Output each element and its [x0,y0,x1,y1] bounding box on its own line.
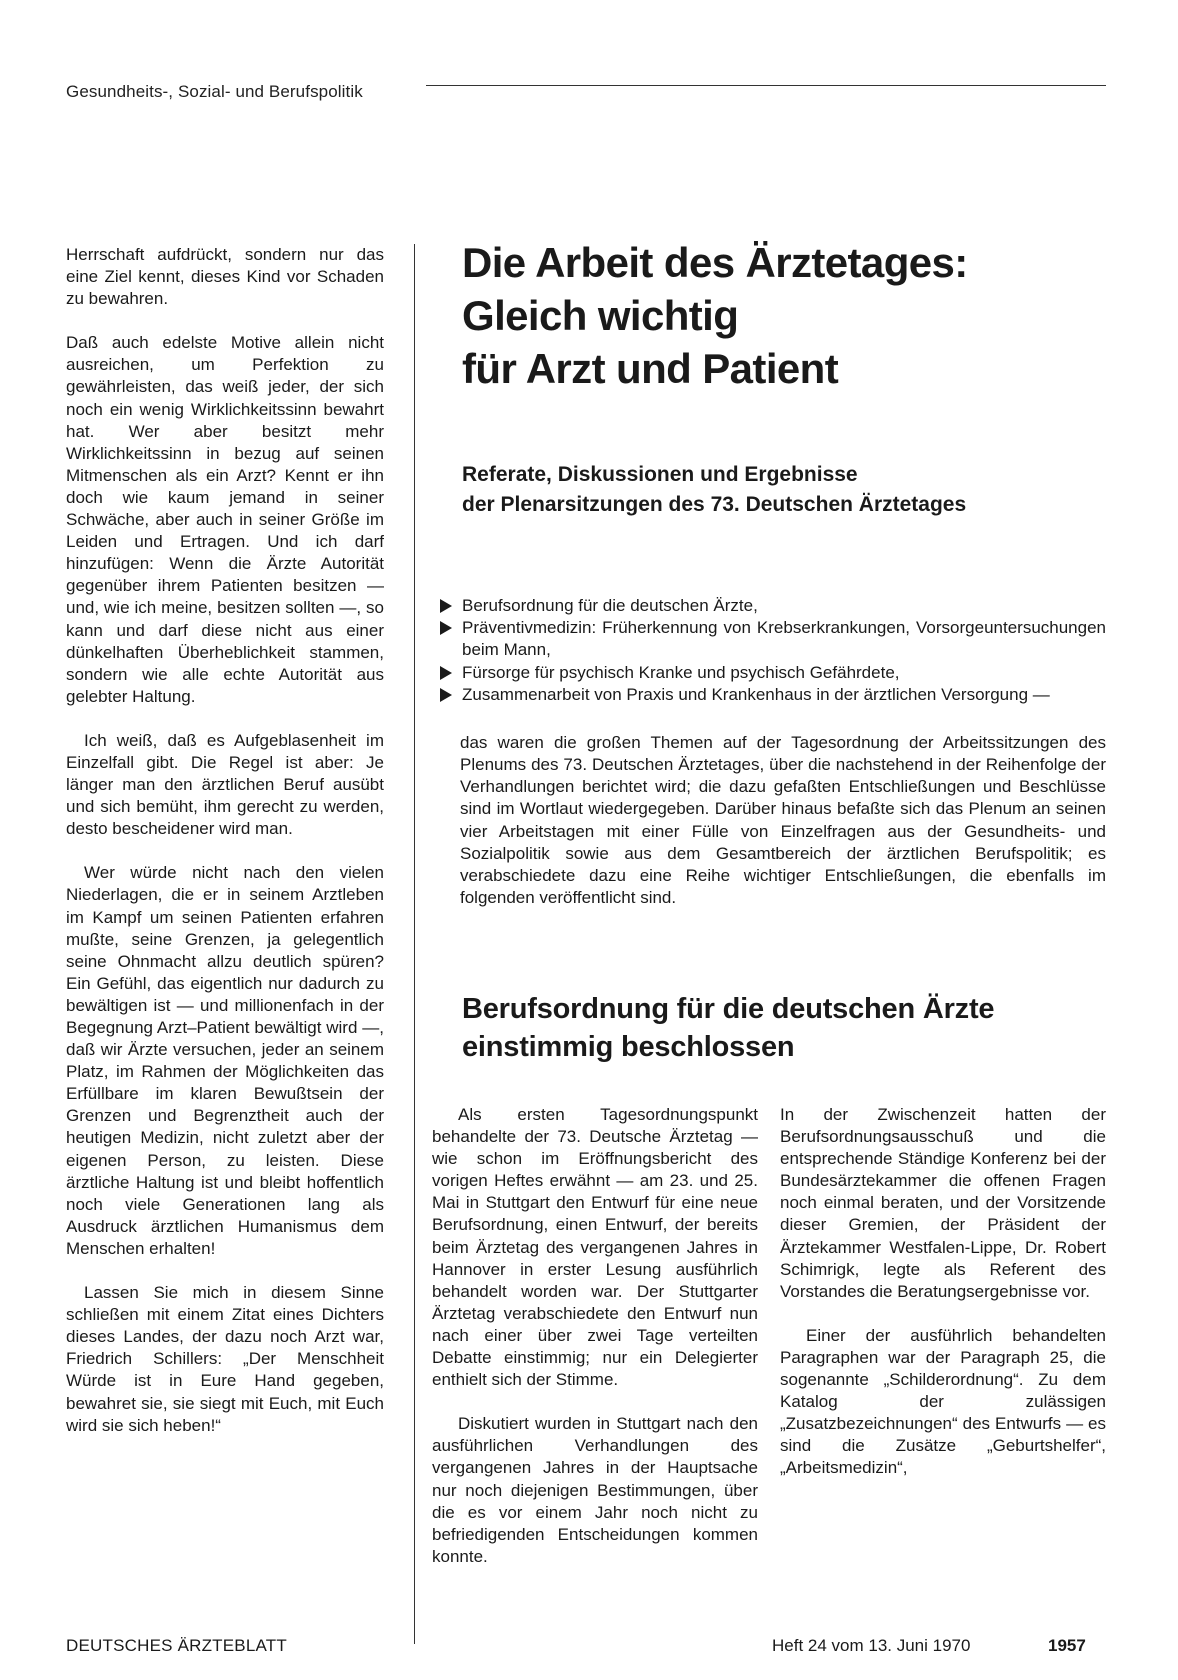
body-paragraph: Einer der ausführlich behandelten Paragraphen war der Paragraph 25, die sogenannte „Schilderordnung“. Zu dem Katalog der zulässigen „Zusatzbezeichnungen“ des Entwurfs — es sind die Zusätze „Geburtshelfer“, „Arbeitsmedizin“, [780,1325,1106,1478]
topic-item [438,617,1106,661]
body-column-middle [432,1104,758,1590]
footer-issue: Heft 24 vom 13. Juni 1970 [772,1636,971,1655]
left-paragraph: Herrschaft aufdrückt, sondern nur das eine Ziel kennt, dieses Kind vor Schaden zu bewahren. [66,245,384,309]
topic-text: Fürsorge für psychisch Kranke und psychisch Gefährdete, [462,662,900,682]
column-rule [414,244,415,1644]
intro-paragraph: das waren die großen Themen auf der Tagesordnung der Arbeitssitzungen des Plenums des 73. Deutschen Ärztetages, über die nachstehend in der Reihenfolge der Verhandlungen berichtet wird; die dazu gefaßten Entschließungen und Beschlüsse sind im Wortlaut wiedergegeben. Darüber hinaus befaßte sich das Plenum an seinen vier Arbeitstagen mit einer Fülle von Einzelfragen aus der Gesundheits- und Sozialpolitik sowie aus dem Gesamtbereich der ärztlichen Berufspolitik; es verabschiedete dazu eine Reihe wichtiger Entschließungen, die ebenfalls im folgenden veröffentlicht sind. [460,733,1106,908]
body-column-right [780,1104,1106,1502]
page-number: 1957 [1048,1636,1086,1655]
article-title-line: Gleich wichtig [462,292,739,339]
triangle-bullet-icon [440,688,452,702]
topic-item [438,684,1106,706]
left-paragraph: Wer würde nicht nach den vielen Niederlagen, die er in seinem Arztleben im Kampf um seinen Patienten erfahren mußte, seine Grenzen, ja gelegentlich seine Ohnmacht allzu deutlich spüren? Ein Gefühl, das eigentlich nur dadurch zu bewältigen ist — und millionenfach in der Begegnung Arzt–Patient bewältigt wird —, daß wir Ärzte versuchen, jeder an seinem Platz, im Rahmen der Möglichkeiten das Erfüllbare im klaren Bewußtsein der Grenzen und Begrenztheit auch der heutigen Medizin, nicht zuletzt aber der eigenen Person, zu leisten. Diese ärztliche Haltung ist und bleibt hoffentlich noch viele Generationen lang als Ausdruck ärztlichen Humanismus dem Menschen erhalten! [66,863,384,1258]
article-title-line: Die Arbeit des Ärztetages: [462,239,968,286]
topic-item [438,595,1106,617]
topic-item [438,662,1106,684]
section-heading-line: einstimmig beschlossen [462,1031,795,1063]
left-paragraph: Daß auch edelste Motive allein nicht ausreichen, um Perfektion zu gewährleisten, das weiß jeder, der sich noch ein wenig Wirklichkeitssinn bewahrt hat. Wer aber besitzt mehr Wirklichkeitssinn in bezug auf seinen Mitmenschen als ein Arzt? Kennt er ihn doch wie kaum jemand in seiner Schwäche, aber auch in seiner Größe im Leiden und Ertragen. Und ich darf hinzufügen: Wenn die Ärzte Autorität gegenüber ihrem Patienten besitzen — und, wie ich meine, besitzen sollten —, so kann und darf diese nicht aus einer dünkelhaften Überheblichkeit stammen, sondern wie alle echte Autorität aus gelebter Haltung. [66,333,384,706]
footer-journal-name: DEUTSCHES ÄRZTEBLATT [66,1636,287,1655]
article-title [462,236,1082,395]
section-heading-line: Berufsordnung für die deutschen Ärzte [462,993,995,1025]
body-paragraph: Diskutiert wurden in Stuttgart nach den ausführlichen Verhandlungen des vergangenen Jahres in der Hauptsache nur noch diejenigen Bestimmungen, über die es vor einem Jahr noch nicht zu befriedigenden Entscheidungen kommen konnte. [432,1414,758,1566]
article-subtitle-line: der Plenarsitzungen des 73. Deutschen Ärztetages [462,493,967,516]
left-paragraph: Lassen Sie mich in diesem Sinne schließen mit einem Zitat eines Dichters dieses Landes, der dazu noch Arzt war, Friedrich Schillers: „Der Menschheit Würde ist in Eure Hand gegeben, bewahret sie, sie siegt mit Euch, mit Euch wird sie sich heben!“ [66,1283,384,1435]
body-paragraph: In der Zwischenzeit hatten der Berufsordnungsausschuß und die entsprechende Ständige Konferenz bei der Bundesärztekammer die offenen Fragen noch einmal beraten, und der Vorsitzende dieser Gremien, der Präsident der Ärztekammer Westfalen-Lippe, Dr. Robert Schimrigk, legte als Referent des Vorstandes die Beratungsergebnisse vor. [780,1105,1106,1301]
topic-text: Berufsordnung für die deutschen Ärzte, [462,596,758,615]
body-paragraph: Als ersten Tagesordnungspunkt behandelte der 73. Deutsche Ärztetag — wie schon im Eröffnungsbericht des vorigen Heftes erwähnt — am 23. und 25. Mai in Stuttgart den Entwurf für eine neue Berufsordnung, einen Entwurf, der bereits beim Ärztetag des vergangenen Jahres in Hannover in erster Lesung ausführlich behandelt worden war. Der Stuttgarter Ärztetag verabschiedete den Entwurf nun nach einer über zwei Tage verteilten Debatte einstimmig; nur ein Delegierter enthielt sich der Stimme. [432,1105,758,1390]
left-paragraph: Ich weiß, daß es Aufgeblasenheit im Einzelfall gibt. Die Regel ist aber: Je länger man den ärztlichen Beruf ausübt und sich bemüht, ihm gerecht zu werden, desto bescheidener wird man. [66,730,384,839]
topics-list [438,595,1106,706]
article-title-line: für Arzt und Patient [462,345,839,392]
section-heading [462,990,1112,1066]
triangle-bullet-icon [440,621,452,635]
topic-text: Präventivmedizin: Früherkennung von Krebserkrankungen, Vorsorgeuntersuchungen beim Mann, [462,618,1106,660]
article-subtitle-line: Referate, Diskussionen und Ergebnisse [462,463,858,486]
header-rule [426,85,1106,86]
article-subtitle [462,460,1082,520]
triangle-bullet-icon [440,666,452,680]
left-column [66,244,384,1459]
running-head: Gesundheits-, Sozial- und Berufspolitik [66,82,363,101]
triangle-bullet-icon [440,599,452,613]
topic-text: Zusammenarbeit von Praxis und Krankenhaus in der ärztlichen Versorgung — [462,684,1050,704]
